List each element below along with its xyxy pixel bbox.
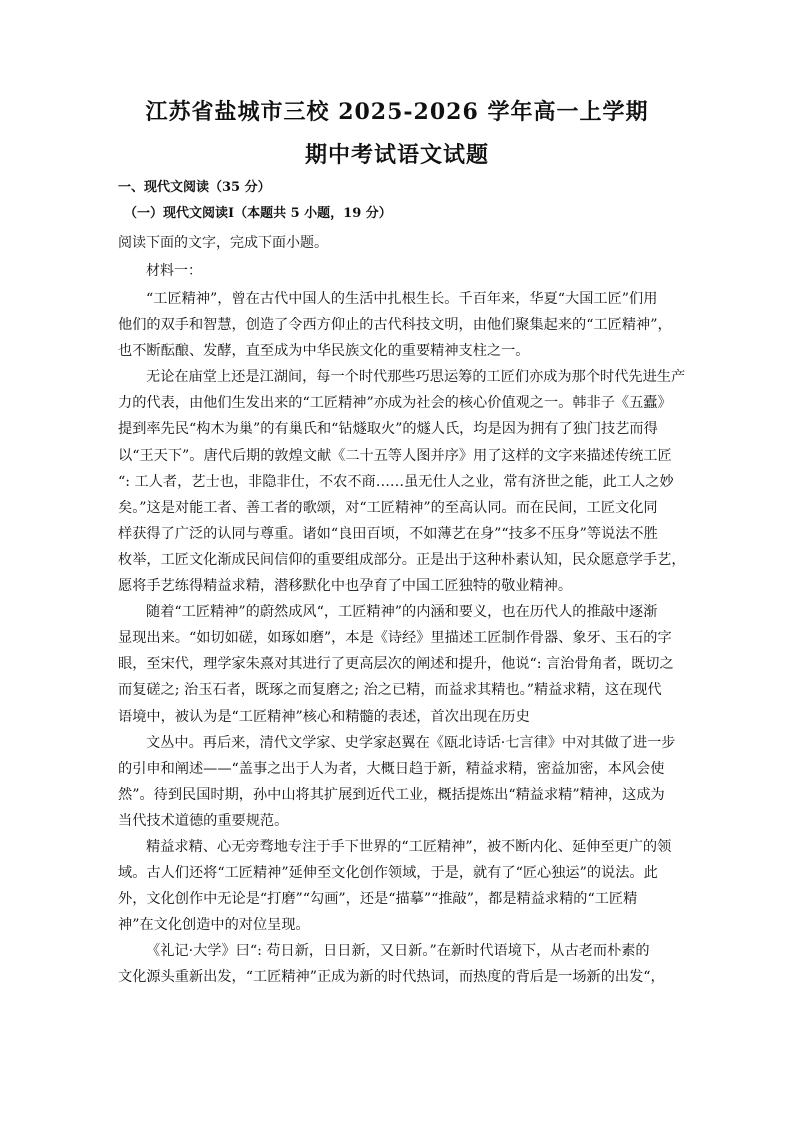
exam-title-line1: 江苏省盐城市三校 2025-2026 学年高一上学期 bbox=[145, 99, 649, 125]
passage-line: 以“王天下”。唐代后期的敦煌文献《二十五等人图并序》用了这样的文字来描述传统工匠 bbox=[118, 447, 672, 464]
passage-line: 样获得了广泛的认同与尊重。诸如“良田百顷，不如薄艺在身”“技多不压身”等说法不胜 bbox=[118, 525, 658, 542]
passage-line: “工匠精神”，曾在古代中国人的生活中扎根生长。千百年来，华夏“大国工匠”们用 bbox=[146, 291, 658, 307]
passage-line: 提到率先民“构木为巢”的有巢氏和“钻燧取火”的燧人氏，均是因为拥有了独门技艺而得 bbox=[118, 421, 658, 438]
reading-instruction: 阅读下面的文字，完成下面小题。 bbox=[118, 235, 328, 251]
material-label: 材料一： bbox=[146, 263, 202, 279]
passage-line: 文化源头重新出发，“工匠精神”正成为新的时代热词，而热度的背后是一场新的出发“， bbox=[118, 969, 665, 986]
exam-title-line2: 期中考试语文试题 bbox=[304, 142, 489, 168]
passage-line: 矣。”这是对能工者、善工者的歌颂，对“工匠精神”的至高认同。而在民间，工匠文化同 bbox=[118, 499, 658, 516]
passage-line: 愿将手艺练得精益求精，潜移默化中也孕育了中国工匠独特的敬业精神。 bbox=[118, 578, 573, 595]
passage-line: 随着“工匠精神”的蔚然成风“，工匠精神”的内涵和要义，也在历代人的推敲中逐渐 bbox=[146, 604, 658, 621]
section-heading-modern-reading: 一、现代文阅读（35 分） bbox=[118, 180, 271, 195]
passage-line: 精益求精、心无旁骛地专注于手下世界的“工匠精神”，被不断内化、延伸至更广的领 bbox=[146, 838, 672, 855]
passage-line: 外，文化创作中无论是“打磨”“勾画”，还是“描摹”“推敲”，都是精益求精的“工匠精 bbox=[118, 891, 638, 908]
passage-line: 《礼记·大学》曰“: 苟日新，日日新，又日新。”在新时代语境下，从古老而朴素的 bbox=[146, 943, 650, 960]
passage-line: 当代技术道德的重要规范。 bbox=[118, 812, 289, 829]
passage-line: 文丛中。再后来，清代文学家、史学家赵翼在《瓯北诗话·七言律》中对其做了进一步 bbox=[146, 734, 676, 751]
passage-line: 域。古人们还将“工匠精神”延伸至文化创作领域，于是，就有了“匠心独运”的说法。此 bbox=[118, 865, 658, 882]
passage-line: 神”在文化创造中的对位呈现。 bbox=[118, 917, 310, 934]
reading-passage bbox=[118, 286, 686, 991]
passage-line: 显现出来。“如切如磋，如琢如磨”，本是《诗经》里描述工匠制作骨器、象牙、玉石的字 bbox=[118, 630, 672, 647]
passage-line: 然”。待到民国时期，孙中山将其扩展到近代工业，概括提炼出“精益求精”精神，这成为 bbox=[118, 786, 665, 803]
passage-line: 也不断酝酿、发酵，直至成为中华民族文化的重要精神支柱之一。 bbox=[118, 343, 530, 360]
passage-line: 眼，至宋代，理学家朱熹对其进行了更高层次的阐述和提升，他说“: 言治骨角者，既切之 bbox=[118, 656, 674, 673]
subsection-heading-reading-one: （一）现代文阅读Ⅰ（本题共 5 小题，19 分） bbox=[124, 206, 392, 221]
passage-line: “: 工人者，艺士也，非隐非仕，不农不商……虽无仕人之业，常有济世之能，此工人之妙 bbox=[118, 473, 674, 490]
passage-line: 无论在庙堂上还是江湖间，每一个时代那些巧思运筹的工匠们亦成为那个时代先进生产 bbox=[146, 369, 686, 386]
passage-line: 的引申和阐述——“盖事之出于人为者，大概日趋于新，精益求精，密益加密，本风会使 bbox=[118, 760, 665, 777]
passage-line: 枚举，工匠文化渐成民间信仰的重要组成部分。正是出于这种朴素认知，民众愿意学手艺， bbox=[118, 551, 686, 568]
passage-line: 而复磋之; 治玉石者，既琢之而复磨之; 治之已精，而益求其精也。”精益求精，这在现代 bbox=[118, 682, 662, 699]
passage-line: 他们的双手和智慧，创造了令西方仰止的古代科技文明，由他们聚集起来的“工匠精神”， bbox=[118, 317, 672, 334]
passage-line: 力的代表，由他们生发出来的“工匠精神”亦成为社会的核心价值观之一。韩非子《五蠹》 bbox=[118, 395, 672, 412]
passage-line: 语境中，被认为是“工匠精神”核心和精髓的表述，首次出现在历史 bbox=[118, 708, 530, 725]
